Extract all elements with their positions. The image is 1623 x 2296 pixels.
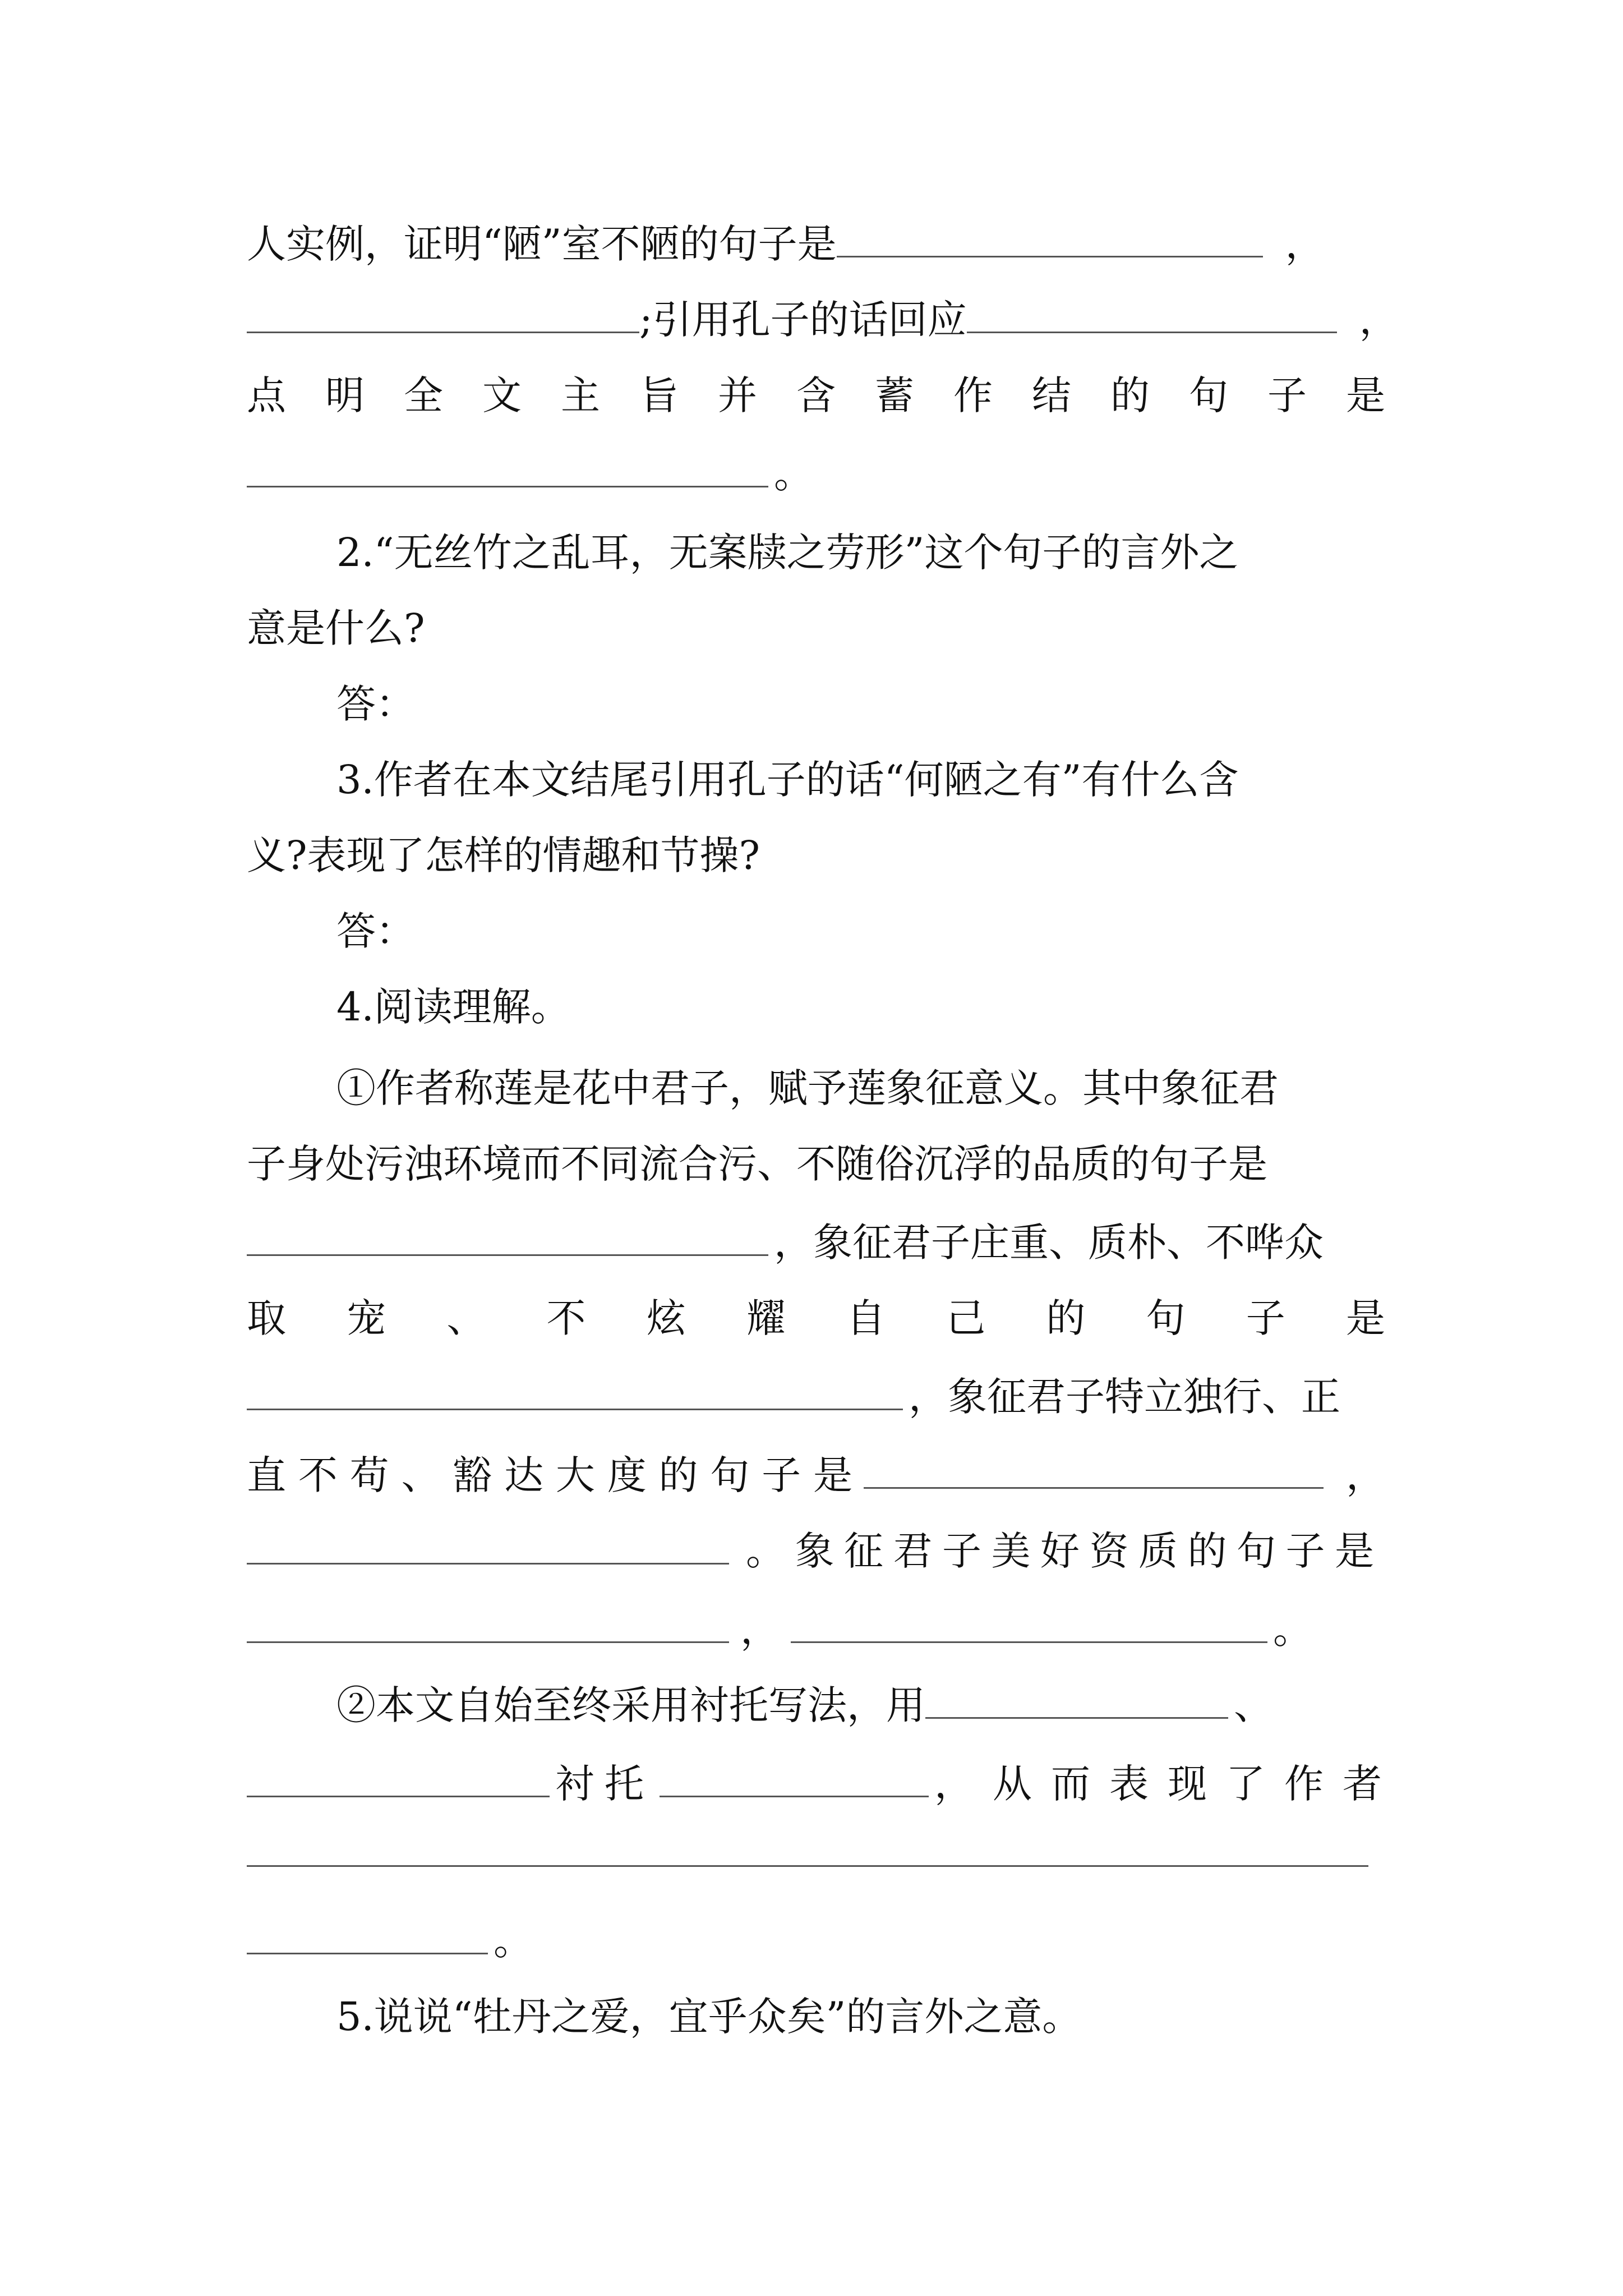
text-line: [247, 443, 1385, 505]
char: 句: [1237, 1528, 1276, 1574]
char: 子: [1267, 372, 1307, 418]
text-line: [247, 213, 1385, 275]
answer-blank[interactable]: [247, 1919, 488, 1954]
char: 、: [401, 1452, 441, 1498]
char: 子: [1285, 1528, 1325, 1574]
char: 文: [482, 372, 522, 418]
char: 并: [718, 372, 757, 418]
char: 美: [991, 1528, 1031, 1574]
char: 子: [942, 1528, 981, 1574]
char: 含: [796, 372, 836, 418]
char: 句: [710, 1452, 750, 1498]
answer-label: 答：: [336, 681, 415, 727]
char: 主: [561, 372, 600, 418]
char: 旨: [639, 372, 679, 418]
answer-blank[interactable]: [791, 1608, 1267, 1643]
text-line: [247, 289, 1399, 351]
text-segment: ，: [1346, 1452, 1385, 1498]
answer-blank[interactable]: [864, 1453, 1324, 1489]
char: 耀: [746, 1295, 786, 1341]
char: 质: [1138, 1528, 1178, 1574]
answer-blank[interactable]: [247, 1762, 550, 1797]
text-line: [247, 1212, 1385, 1273]
char: 的: [658, 1452, 698, 1498]
text-segment: ，从而表现了作者: [934, 1761, 1401, 1807]
text-segment: ，象征君子特立独行、正: [909, 1374, 1340, 1420]
char: 是: [813, 1452, 852, 1498]
answer-blank[interactable]: [247, 1529, 729, 1565]
question-4-title: 4.阅读理解。: [336, 984, 570, 1030]
char: 征: [844, 1528, 883, 1574]
text-segment: 、: [1234, 1682, 1273, 1728]
char: 蓄: [875, 372, 914, 418]
question-4-line: 子身处污浊环境而不同流合污、不随俗沉浮的品质的句子是: [247, 1141, 1267, 1187]
char: 豁: [453, 1452, 492, 1498]
char: 象: [795, 1528, 834, 1574]
text-line: [247, 1910, 1385, 1972]
answer-blank[interactable]: [837, 222, 1263, 257]
answer-blank[interactable]: [247, 1221, 768, 1256]
char: 全: [404, 372, 443, 418]
answer-blank[interactable]: [967, 298, 1337, 333]
answer-blank[interactable]: [247, 1608, 729, 1643]
text-line: [336, 1674, 1385, 1736]
char: 宠: [347, 1295, 386, 1341]
char: 君: [893, 1528, 933, 1574]
char: 子: [1246, 1295, 1285, 1341]
char: 点: [247, 372, 286, 418]
char: 。: [746, 1528, 785, 1574]
question-2-line: 2.“无丝竹之乱耳，无案牍之劳形”这个句子的言外之: [336, 530, 1239, 576]
char: 作: [953, 372, 993, 418]
char: 大: [555, 1452, 595, 1498]
text-line: [247, 1599, 1385, 1660]
char: 自: [846, 1295, 886, 1341]
text-segment: ，: [1359, 297, 1399, 343]
char: 句: [1146, 1295, 1186, 1341]
question-2-line: 意是什么?: [247, 605, 425, 651]
text-line: [247, 1287, 1385, 1349]
text-line: [247, 365, 1385, 426]
text-segment: 。: [494, 1918, 533, 1964]
char: 是: [1345, 1295, 1385, 1341]
text-segment: ，象征君子庄重、质朴、不哗众: [774, 1220, 1324, 1266]
answer-blank[interactable]: [660, 1762, 929, 1797]
char: 不: [298, 1452, 338, 1498]
char: 的: [1110, 372, 1150, 418]
char: 明: [325, 372, 365, 418]
char: 达: [504, 1452, 544, 1498]
char: 不: [546, 1295, 586, 1341]
text-segment: 衬托: [555, 1761, 654, 1807]
char: 直: [247, 1452, 286, 1498]
char: 是: [1346, 372, 1385, 418]
char: 度: [607, 1452, 647, 1498]
char: 、: [446, 1295, 486, 1341]
text-segment: 。: [774, 451, 813, 497]
text-line: [247, 1832, 1385, 1893]
char: 句: [1189, 372, 1228, 418]
text-line: [247, 1520, 1385, 1582]
char: 取: [247, 1295, 286, 1341]
answer-blank[interactable]: [247, 298, 639, 333]
text-segment: ，: [1285, 221, 1325, 267]
text-segment: [746, 1520, 1374, 1582]
answer-label: 答：: [336, 908, 415, 954]
char: 苟: [349, 1452, 389, 1498]
char: 的: [1046, 1295, 1086, 1341]
char: 炫: [646, 1295, 686, 1341]
char: 是: [1335, 1528, 1374, 1574]
char: 资: [1089, 1528, 1129, 1574]
question-3-line: 3.作者在本文结尾引用孔子的话“何陋之有”有什么含: [336, 757, 1239, 803]
question-5-line: 5.说说“牡丹之爱，宜乎众矣”的言外之意。: [336, 1994, 1082, 2040]
text-segment: ②本文自始至终采用衬托写法，用: [336, 1682, 925, 1728]
text-line: [247, 1366, 1385, 1428]
answer-blank[interactable]: [247, 452, 768, 487]
text-segment: 人实例，证明“陋”室不陋的句子是: [247, 221, 837, 267]
answer-blank[interactable]: [247, 1832, 1368, 1867]
question-4-line: ①作者称莲是花中君子，赋予莲象征意义。其中象征君: [336, 1065, 1279, 1111]
text-segment: [247, 1444, 852, 1506]
text-segment: ，: [740, 1607, 780, 1653]
text-line: [247, 1444, 1385, 1506]
answer-blank[interactable]: [247, 1375, 903, 1410]
char: 子: [762, 1452, 801, 1498]
text-segment: ;引用孔子的话回应: [639, 297, 967, 343]
question-3-line: 义?表现了怎样的情趣和节操?: [247, 832, 760, 878]
answer-blank[interactable]: [925, 1683, 1228, 1719]
char: 好: [1040, 1528, 1080, 1574]
char: 己: [946, 1295, 986, 1341]
text-segment: 。: [1273, 1607, 1312, 1653]
text-line: [247, 1753, 1401, 1815]
char: 结: [1032, 372, 1071, 418]
char: 的: [1187, 1528, 1227, 1574]
